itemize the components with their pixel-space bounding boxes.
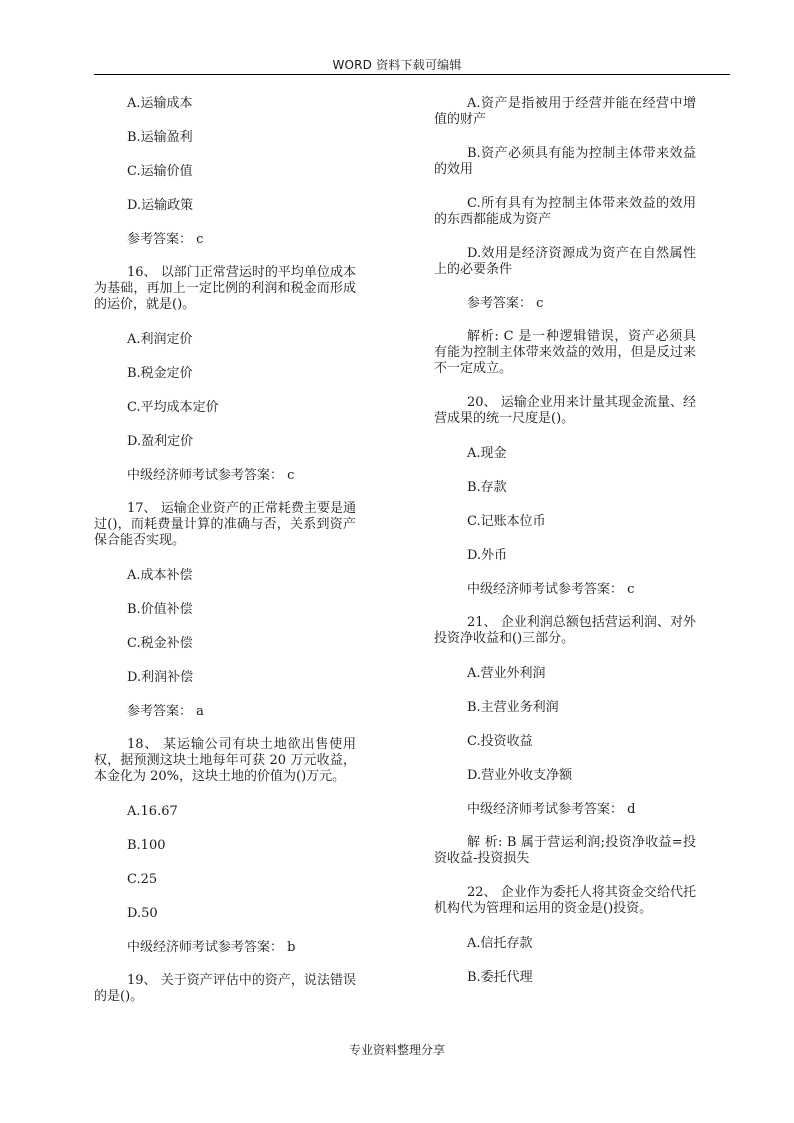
header-divider xyxy=(94,74,730,75)
option-d: D.营业外收支净额 xyxy=(467,768,573,783)
question-22: 22、 企业作为委托人将其资金交给代托机构代为管理和运用的资金是()投资。 xyxy=(434,885,696,916)
option-a: A.利润定价 xyxy=(127,332,193,347)
page-footer: 专业资料整理分享 xyxy=(348,1043,445,1057)
option-d: D.盈利定价 xyxy=(127,434,194,449)
option-c: C.记账本位币 xyxy=(467,514,546,529)
page-header: WORD 资料下载可编辑 xyxy=(332,58,462,72)
answer-line: 参考答案： a xyxy=(127,704,204,719)
answer-line: 参考答案： c xyxy=(127,232,204,247)
left-column xyxy=(94,92,356,1005)
option-a: A.成本补偿 xyxy=(127,568,193,583)
option-b: B.运输盈利 xyxy=(127,130,193,145)
option-c: C.税金补偿 xyxy=(127,636,193,651)
explanation: 解析: C 是一种逻辑错误，资产必须具有能为控制主体带来效益的效用，但是反过来不一定成立。 xyxy=(434,329,696,376)
option-c: C.投资收益 xyxy=(467,734,533,749)
option-a: A.信托存款 xyxy=(467,936,533,951)
option-c: C.所有具有为控制主体带来效益的效用的东西都能成为资产 xyxy=(434,196,696,227)
answer-line: 中级经济师考试参考答案： c xyxy=(467,582,635,597)
option-b: B.税金定价 xyxy=(127,366,193,381)
option-b: B.主营业务利润 xyxy=(467,700,559,715)
option-d: D.效用是经济资源成为资产在自然属性上的必要条件 xyxy=(434,246,696,277)
right-column xyxy=(434,92,696,986)
option-a: A.运输成本 xyxy=(127,96,193,111)
option-d: D.运输政策 xyxy=(127,198,194,213)
option-d: D.外币 xyxy=(467,548,508,563)
option-d: D.50 xyxy=(127,906,158,921)
option-a: A.营业外利润 xyxy=(467,666,546,681)
option-c: C.25 xyxy=(127,872,158,887)
question-16: 16、 以部门正常营运时的平均单位成本为基础，再加上一定比例的利润和税金而形成的运价，就是()。 xyxy=(94,265,356,312)
option-b: B.价值补偿 xyxy=(127,602,193,617)
option-a: A.16.67 xyxy=(127,804,178,819)
option-b: B.存款 xyxy=(467,480,507,495)
option-c: C.平均成本定价 xyxy=(127,400,219,415)
question-21: 21、 企业利润总额包括营运利润、对外投资净收益和()三部分。 xyxy=(434,615,696,646)
question-18: 18、 某运输公司有块土地欲出售使用权，据预测这块土地每年可获 20 万元收益，本金化为 20%，这块土地的价值为()万元。 xyxy=(94,737,356,784)
answer-line: 中级经济师考试参考答案： d xyxy=(467,802,636,817)
question-20: 20、 运输企业用来计量其现金流量、经营成果的统一尺度是()。 xyxy=(434,395,696,426)
option-b: B.100 xyxy=(127,838,166,853)
answer-line: 中级经济师考试参考答案： b xyxy=(127,940,296,955)
option-b: B.资产必须具有能为控制主体带来效益的效用 xyxy=(434,146,696,177)
option-d: D.利润补偿 xyxy=(127,670,194,685)
option-a: A.资产是指被用于经营并能在经营中增值的财产 xyxy=(434,96,696,127)
explanation: 解 析: B 属于营运利润;投资净收益=投资收益-投资损失 xyxy=(434,835,696,866)
answer-line: 参考答案： c xyxy=(467,296,544,311)
answer-line: 中级经济师考试参考答案： c xyxy=(127,468,295,483)
question-17: 17、 运输企业资产的正常耗费主要是通过()，而耗费量计算的准确与否，关系到资产保合能否实现。 xyxy=(94,501,356,548)
question-19: 19、 关于资产评估中的资产，说法错误的是()。 xyxy=(94,973,356,1004)
option-a: A.现金 xyxy=(467,446,507,461)
option-b: B.委托代理 xyxy=(467,970,533,985)
option-c: C.运输价值 xyxy=(127,164,193,179)
